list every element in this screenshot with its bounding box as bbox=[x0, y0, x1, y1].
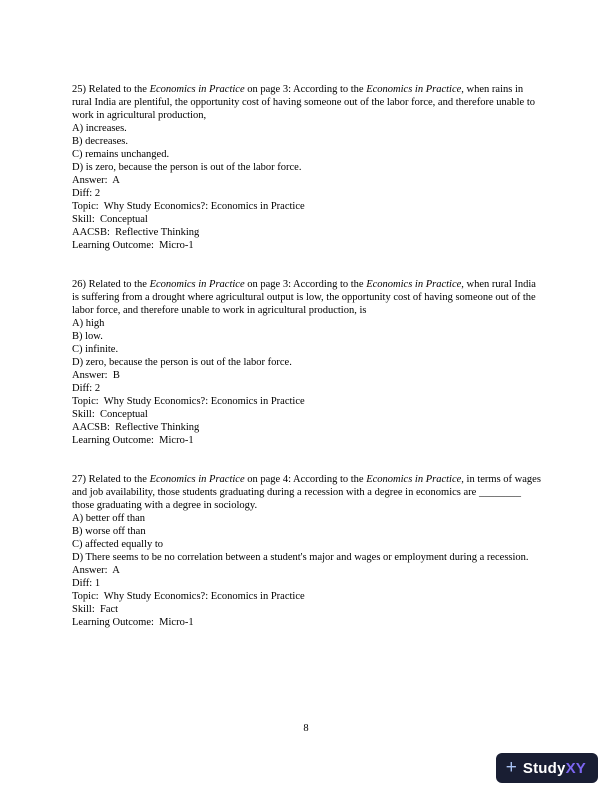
option-b: B) decreases. bbox=[72, 136, 128, 147]
option-c: C) remains unchanged. bbox=[72, 149, 170, 160]
answer-line: Answer: B bbox=[72, 370, 120, 381]
studyxy-logo bbox=[496, 753, 598, 783]
option-d: D) is zero, because the person is out of the labor force. bbox=[72, 162, 302, 173]
page-content bbox=[72, 83, 542, 655]
plus-icon: + bbox=[505, 756, 517, 778]
diff-line: Diff: 2 bbox=[72, 188, 101, 199]
option-b: B) worse off than bbox=[72, 526, 146, 537]
diff-line: Diff: 2 bbox=[72, 383, 101, 394]
question-stem: 25) Related to the Economics in Practice on page 3: According to the Economics in Practice, when rains in rural India are plentiful, the opportunity cost of having someone out of the labor force, and therefore unable to work in agricultural production, bbox=[72, 84, 536, 121]
aacsb-line: AACSB: Reflective Thinking bbox=[72, 227, 200, 238]
learning-outcome-line: Learning Outcome: Micro-1 bbox=[72, 240, 194, 251]
skill-line: Skill: Fact bbox=[72, 604, 119, 615]
logo-text-study: Study bbox=[522, 759, 566, 777]
skill-line: Skill: Conceptual bbox=[72, 409, 148, 420]
page-number: 8 bbox=[303, 723, 309, 734]
question-stem: 26) Related to the Economics in Practice on page 3: According to the Economics in Practice, when rural India is suffering from a drought where agricultural output is low, the opportunity cost of having someone out of the labor force, and therefore unable to work in agricultural production, is bbox=[72, 279, 536, 316]
learning-outcome-line: Learning Outcome: Micro-1 bbox=[72, 617, 194, 628]
aacsb-line: AACSB: Reflective Thinking bbox=[72, 422, 200, 433]
answer-line: Answer: A bbox=[72, 175, 120, 186]
logo-text-xy: XY bbox=[565, 759, 586, 777]
answer-line: Answer: A bbox=[72, 565, 120, 576]
option-b: B) low. bbox=[72, 331, 103, 342]
option-a: A) high bbox=[72, 318, 105, 329]
question-25 bbox=[72, 83, 542, 252]
option-a: A) increases. bbox=[72, 123, 127, 134]
option-c: C) affected equally to bbox=[72, 539, 164, 550]
learning-outcome-line: Learning Outcome: Micro-1 bbox=[72, 435, 194, 446]
option-a: A) better off than bbox=[72, 513, 145, 524]
option-d: D) There seems to be no correlation between a student's major and wages or employment during a recession. bbox=[72, 552, 529, 563]
topic-line: Topic: Why Study Economics?: Economics in Practice bbox=[72, 591, 305, 602]
skill-line: Skill: Conceptual bbox=[72, 214, 148, 225]
option-d: D) zero, because the person is out of the labor force. bbox=[72, 357, 292, 368]
topic-line: Topic: Why Study Economics?: Economics in Practice bbox=[72, 396, 305, 407]
option-c: C) infinite. bbox=[72, 344, 119, 355]
question-stem: 27) Related to the Economics in Practice on page 4: According to the Economics in Practice, in terms of wages and job availability, those students graduating during a recession with a degree in economics are ________ those graduating with a degree in sociology. bbox=[72, 474, 541, 511]
question-27 bbox=[72, 473, 542, 629]
question-26 bbox=[72, 278, 542, 447]
topic-line: Topic: Why Study Economics?: Economics in Practice bbox=[72, 201, 305, 212]
diff-line: Diff: 1 bbox=[72, 578, 101, 589]
